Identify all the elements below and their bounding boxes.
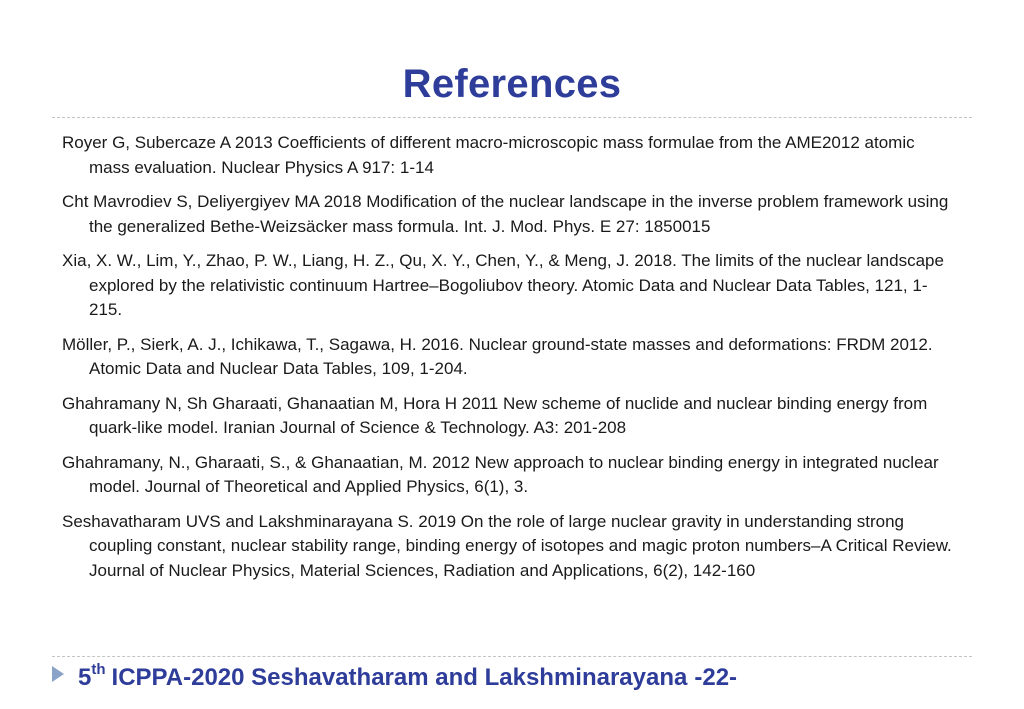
reference-item: Xia, X. W., Lim, Y., Zhao, P. W., Liang, H. Z., Qu, X. Y., Chen, Y., & Meng, J. 2018. The limits of the nuclear landscape explored by the relativistic continuum Hartree–Bogoliubov theory. Atomic Data and Nuclear Data Tables, 121, 1-215. xyxy=(62,251,944,319)
title-divider xyxy=(52,117,972,118)
reference-item: Royer G, Subercaze A 2013 Coefficients of different macro-microscopic mass formulae from the AME2012 atomic mass evaluation. Nuclear Physics A 917: 1-14 xyxy=(62,133,915,177)
reference-item: Seshavatharam UVS and Lakshminarayana S. 2019 On the role of large nuclear gravity in understanding strong coupling constant, nuclear stability range, binding energy of isotopes and magic proton numbers–A Critical Review. Journal of Nuclear Physics, Material Sciences, Radiation and Applications, 6(2), 142-160 xyxy=(62,511,952,580)
reference-list xyxy=(62,131,957,593)
reference-item: Ghahramany N, Sh Gharaati, Ghanaatian M, Hora H 2011 New scheme of nuclide and nuclear binding energy from quark-like model. Iranian Journal of Science & Technology. A3: 201-208 xyxy=(62,393,928,437)
triangle-right-icon xyxy=(52,666,64,682)
footer xyxy=(52,662,737,694)
reference-item: Cht Mavrodiev S, Deliyergiyev MA 2018 Modification of the nuclear landscape in the inverse problem framework using the generalized Bethe-Weizsäcker mass formula. Int. J. Mod. Phys. E 27: 1850015 xyxy=(62,192,949,236)
reference-item: Möller, P., Sierk, A. J., Ichikawa, T., Sagawa, H. 2016. Nuclear ground-state masses and deformations: FRDM 2012. Atomic Data and Nuclear Data Tables, 109, 1-204. xyxy=(62,334,933,378)
page-number: -22- xyxy=(694,664,738,691)
footer-number: 5 xyxy=(78,664,92,691)
footer-divider xyxy=(52,656,972,657)
footer-superscript: th xyxy=(91,660,106,678)
reference-item: Ghahramany, N., Gharaati, S., & Ghanaatian, M. 2012 New approach to nuclear binding energy in integrated nuclear model. Journal of Theoretical and Applied Physics, 6(1), 3. xyxy=(62,452,939,496)
page-title: References xyxy=(402,62,622,106)
footer-conference: ICPPA-2020 Seshavatharam and Lakshminarayana xyxy=(111,664,688,691)
